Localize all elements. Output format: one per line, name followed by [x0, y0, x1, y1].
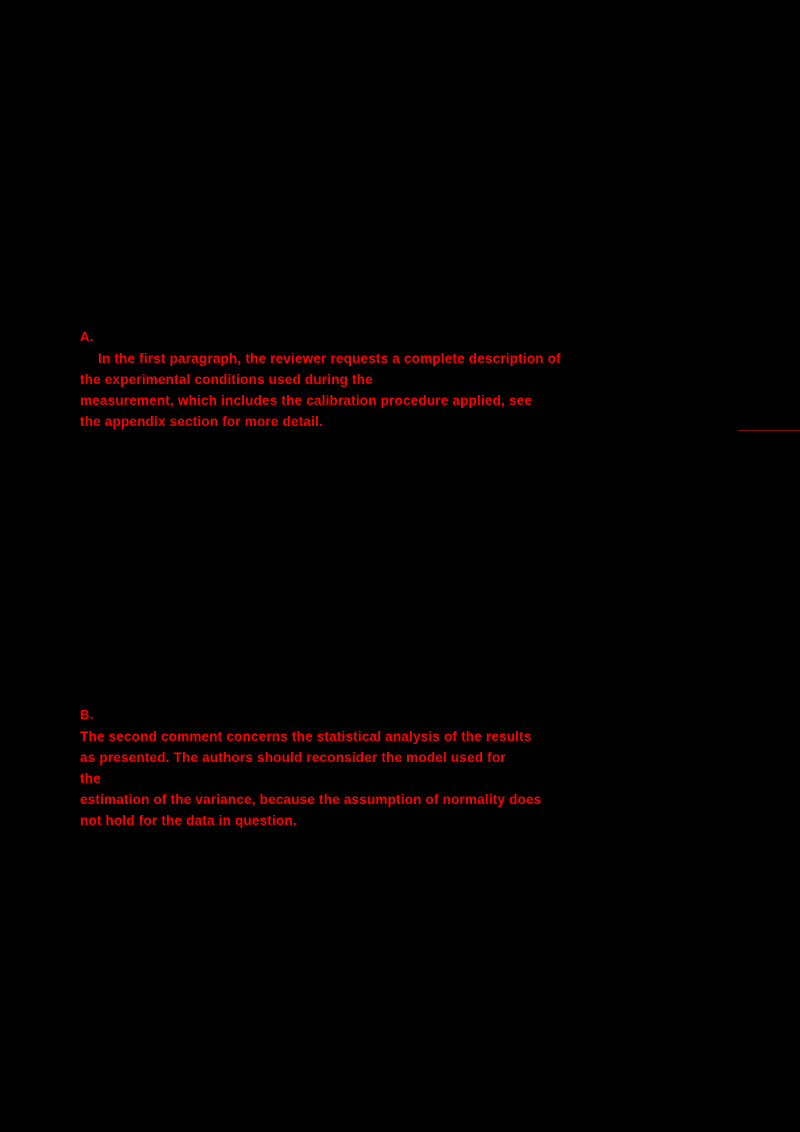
- block-b-line: as presented. The authors should reconsider the model used for: [80, 750, 506, 765]
- block-a-line: the experimental conditions used during the: [80, 372, 373, 387]
- block-a-line: the appendix section for more detail.: [80, 414, 323, 429]
- block-b-body: [80, 726, 730, 831]
- redacted-block-a: [80, 328, 730, 432]
- redacted-block-b: [80, 706, 730, 831]
- margin-rule: [738, 430, 800, 431]
- block-a-line: measurement, which includes the calibration procedure applied, see: [80, 393, 533, 408]
- block-b-line: estimation of the variance, because the assumption of normality does: [80, 792, 542, 807]
- block-b-line: the: [80, 771, 101, 786]
- block-a-body: [80, 348, 730, 432]
- block-b-line: not hold for the data in question.: [80, 813, 297, 828]
- block-b-line: The second comment concerns the statistical analysis of the results: [80, 729, 532, 744]
- block-a-line: In the first paragraph, the reviewer requests a complete description of: [98, 351, 561, 366]
- block-a-label: A.: [80, 329, 94, 344]
- block-b-label: B.: [80, 707, 94, 722]
